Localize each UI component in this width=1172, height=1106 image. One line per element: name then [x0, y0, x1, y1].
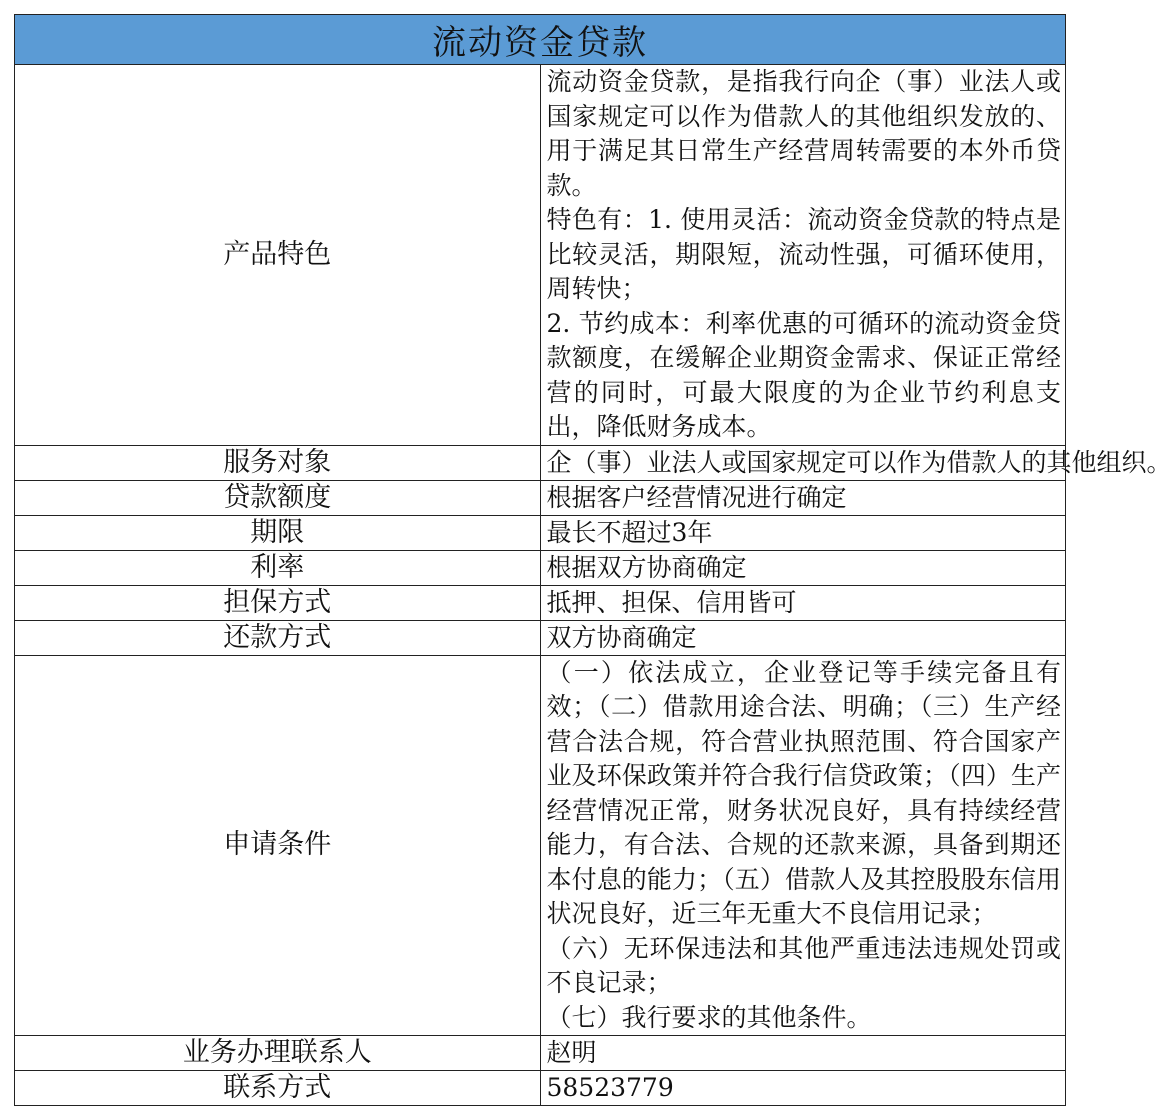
row-label-contact-person: 业务办理联系人 — [15, 1036, 541, 1071]
table-title: 流动资金贷款 — [15, 15, 1066, 65]
table-row-guarantee — [15, 585, 1066, 620]
table-row-conditions — [15, 655, 1066, 1036]
row-value-term: 最长不超过3年 — [540, 515, 1066, 550]
row-label-term: 期限 — [15, 515, 541, 550]
row-label-contact-info: 联系方式 — [15, 1071, 541, 1106]
table-row-contact-person — [15, 1036, 1066, 1071]
conditions-paragraph-2: （六）无环保违法和其他严重违法违规处罚或不良记录； — [546, 933, 1061, 997]
row-value-target: 企（事）业法人或国家规定可以作为借款人的其他组织。 — [540, 445, 1066, 480]
table-row-target — [15, 445, 1066, 480]
loan-product-table — [14, 14, 1172, 1106]
row-label-target: 服务对象 — [15, 445, 541, 480]
table-row-repayment — [15, 620, 1066, 655]
row-label-repayment: 还款方式 — [15, 620, 541, 655]
row-value-conditions — [540, 655, 1066, 1036]
table-row-term — [15, 515, 1066, 550]
row-value-guarantee: 抵押、担保、信用皆可 — [540, 585, 1066, 620]
table-row-features — [15, 65, 1066, 446]
conditions-paragraph-1: （一）依法成立，企业登记等手续完备且有效；（二）借款用途合法、明确；（三）生产经营合法合规，符合营业执照范围、符合国家产业及环保政策并符合我行信贷政策；（四）生产经营情况正常，财务状况良好，具有持续经营能力，有合法、合规的还款来源，具备到期还本付息的能力；（五）借款人及其控股股东信用状况良好，近三年无重大不良信用记录； — [546, 657, 1061, 928]
table-row-rate — [15, 550, 1066, 585]
row-value-amount: 根据客户经营情况进行确定 — [540, 480, 1066, 515]
features-paragraph-3: 2. 节约成本：利率优惠的可循环的流动资金贷款额度，在缓解企业期资金需求、保证正常经营的同时，可最大限度的为企业节约利息支出，降低财务成本。 — [546, 308, 1061, 441]
row-value-features — [540, 65, 1066, 446]
row-label-conditions: 申请条件 — [15, 655, 541, 1036]
table-row-contact-info — [15, 1071, 1066, 1106]
row-value-contact-info: 58523779 — [540, 1071, 1066, 1106]
row-label-features: 产品特色 — [15, 65, 541, 446]
row-value-rate: 根据双方协商确定 — [540, 550, 1066, 585]
row-value-repayment: 双方协商确定 — [540, 620, 1066, 655]
features-paragraph-2: 特色有：1. 使用灵活：流动资金贷款的特点是比较灵活，期限短，流动性强，可循环使用，周转快； — [546, 205, 1061, 303]
features-paragraph-1: 流动资金贷款，是指我行向企（事）业法人或国家规定可以作为借款人的其他组织发放的、用于满足其日常生产经营周转需要的本外币贷款。 — [546, 67, 1061, 200]
row-label-rate: 利率 — [15, 550, 541, 585]
row-label-amount: 贷款额度 — [15, 480, 541, 515]
row-value-contact-person: 赵明 — [540, 1036, 1066, 1071]
conditions-paragraph-3: （七）我行要求的其他条件。 — [546, 1002, 872, 1032]
table-row-amount — [15, 480, 1066, 515]
row-label-guarantee: 担保方式 — [15, 585, 541, 620]
